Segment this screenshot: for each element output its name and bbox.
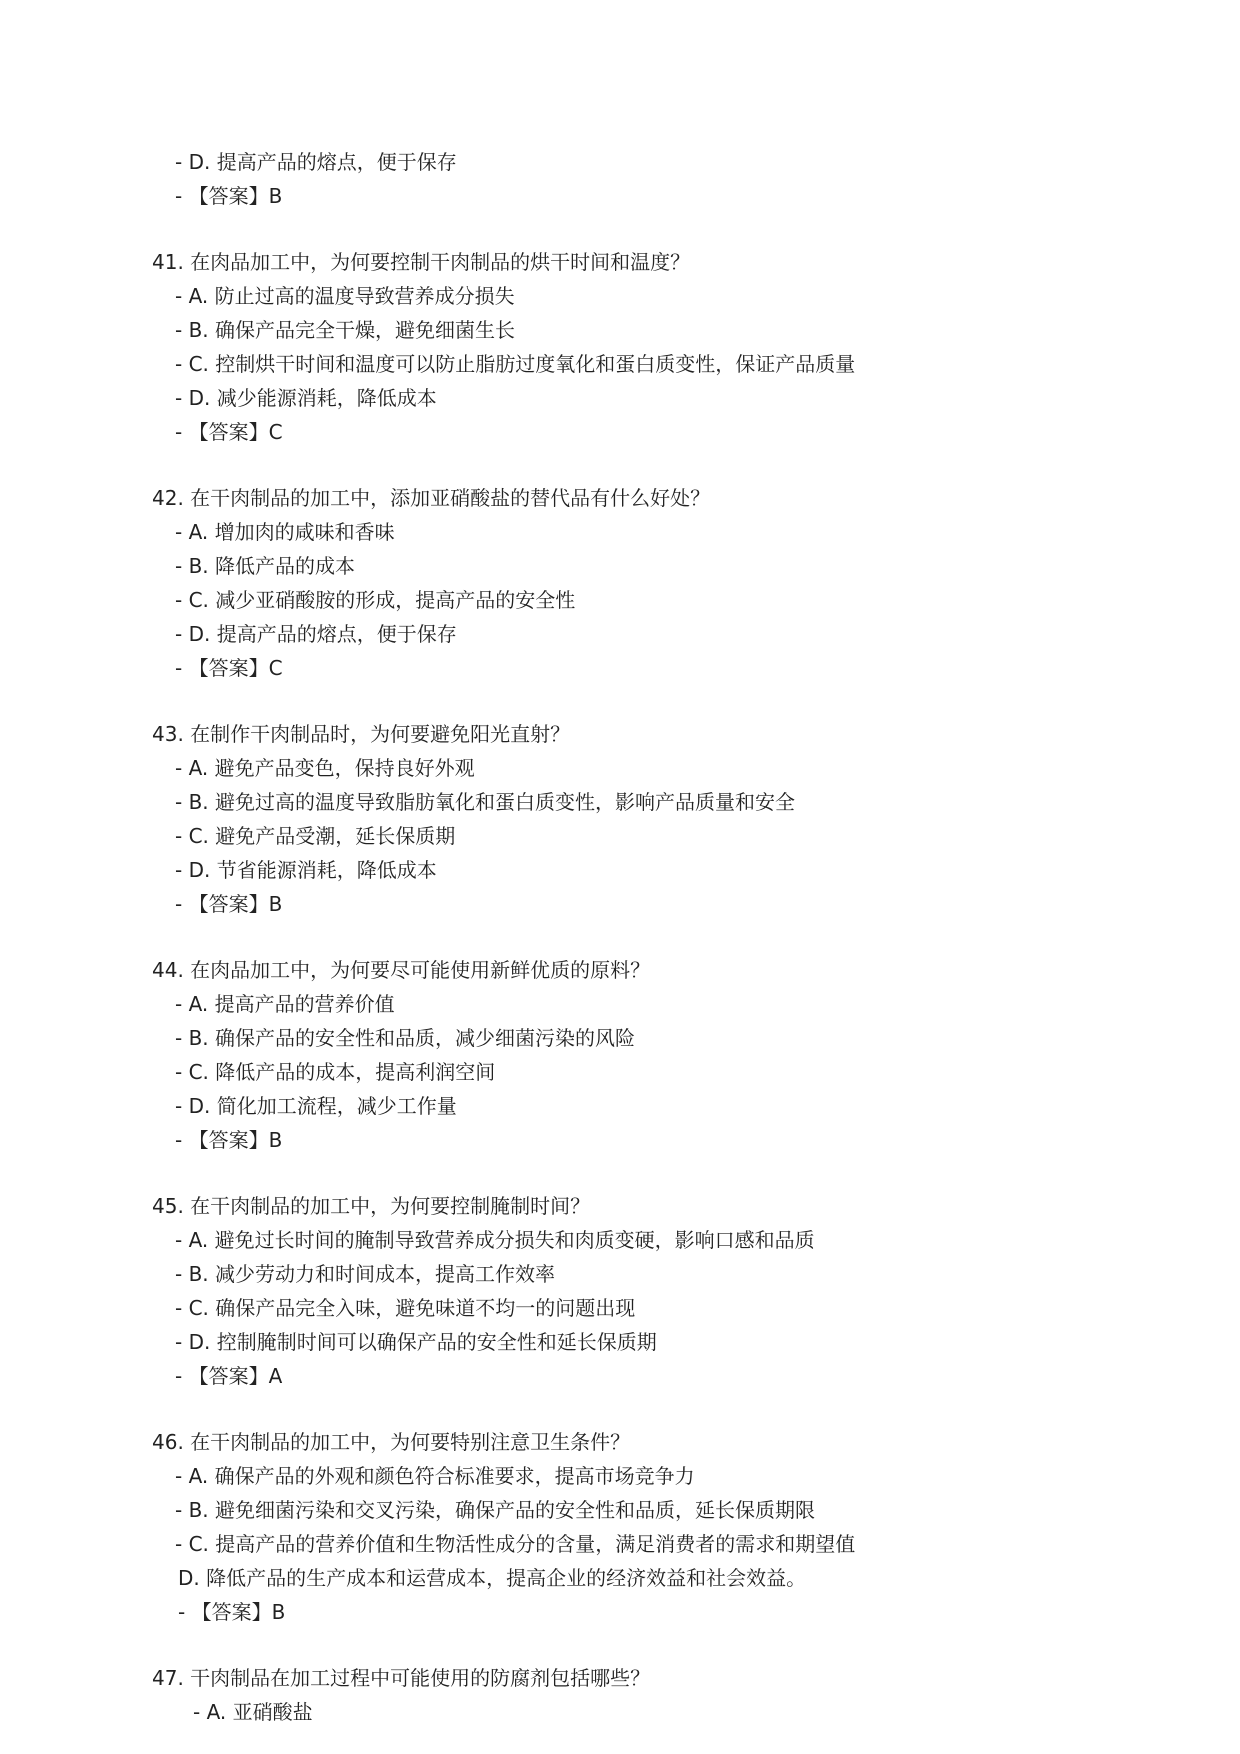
question-41-answer: - 【答案】C [175,420,283,444]
question-41-option-b: - B. 确保产品完全干燥，避免细菌生长 [175,318,516,342]
question-45-option-a: - A. 避免过长时间的腌制导致营养成分损失和肉质变硬，影响口感和品质 [175,1228,815,1252]
question-44-option-c: - C. 降低产品的成本，提高利润空间 [175,1060,496,1084]
question-42-option-a: - A. 增加肉的咸味和香味 [175,520,395,544]
question-41-title: 41. 在肉品加工中，为何要控制干肉制品的烘干时间和温度？ [152,250,691,274]
question-44-answer: - 【答案】B [175,1128,283,1152]
question-41-option-c: - C. 控制烘干时间和温度可以防止脂肪过度氧化和蛋白质变性，保证产品质量 [175,352,856,376]
question-43-option-b: - B. 避免过高的温度导致脂肪氧化和蛋白质变性，影响产品质量和安全 [175,790,796,814]
question-47-title: 47. 干肉制品在加工过程中可能使用的防腐剂包括哪些？ [152,1666,651,1690]
question-46-answer: - 【答案】B [178,1600,286,1624]
question-46-option-c: - C. 提高产品的营养价值和生物活性成分的含量，满足消费者的需求和期望值 [175,1532,856,1556]
question-43-answer: - 【答案】B [175,892,283,916]
question-46-option-d: D. 降低产品的生产成本和运营成本，提高企业的经济效益和社会效益。 [178,1566,807,1590]
question-42-option-b: - B. 降低产品的成本 [175,554,356,578]
question-43-option-a: - A. 避免产品变色，保持良好外观 [175,756,475,780]
question-42-answer: - 【答案】C [175,656,283,680]
question-45-option-c: - C. 确保产品完全入味，避免味道不均一的问题出现 [175,1296,636,1320]
question-44-title: 44. 在肉品加工中，为何要尽可能使用新鲜优质的原料？ [152,958,651,982]
question-46-option-b: - B. 避免细菌污染和交叉污染，确保产品的安全性和品质，延长保质期限 [175,1498,816,1522]
question-45-title: 45. 在干肉制品的加工中，为何要控制腌制时间？ [152,1194,591,1218]
question-43-option-d: - D. 节省能源消耗，降低成本 [175,858,437,882]
question-43-title: 43. 在制作干肉制品时，为何要避免阳光直射？ [152,722,571,746]
question-45-option-d: - D. 控制腌制时间可以确保产品的安全性和延长保质期 [175,1330,657,1354]
question-44-option-b: - B. 确保产品的安全性和品质，减少细菌污染的风险 [175,1026,636,1050]
prev-answer: - 【答案】B [175,184,283,208]
question-46-title: 46. 在干肉制品的加工中，为何要特别注意卫生条件？ [152,1430,631,1454]
question-42-option-d: - D. 提高产品的熔点，便于保存 [175,622,457,646]
question-41-option-d: - D. 减少能源消耗，降低成本 [175,386,437,410]
question-42-title: 42. 在干肉制品的加工中，添加亚硝酸盐的替代品有什么好处？ [152,486,711,510]
question-42-option-c: - C. 减少亚硝酸胺的形成，提高产品的安全性 [175,588,576,612]
question-43-option-c: - C. 避免产品受潮，延长保质期 [175,824,456,848]
question-41-option-a: - A. 防止过高的温度导致营养成分损失 [175,284,515,308]
question-47-option-a: - A. 亚硝酸盐 [193,1700,313,1724]
question-45-option-b: - B. 减少劳动力和时间成本，提高工作效率 [175,1262,556,1286]
question-44-option-d: - D. 简化加工流程，减少工作量 [175,1094,457,1118]
question-46-option-a: - A. 确保产品的外观和颜色符合标准要求，提高市场竞争力 [175,1464,695,1488]
question-44-option-a: - A. 提高产品的营养价值 [175,992,395,1016]
question-45-answer: - 【答案】A [175,1364,283,1388]
prev-option-d: - D. 提高产品的熔点，便于保存 [175,150,457,174]
